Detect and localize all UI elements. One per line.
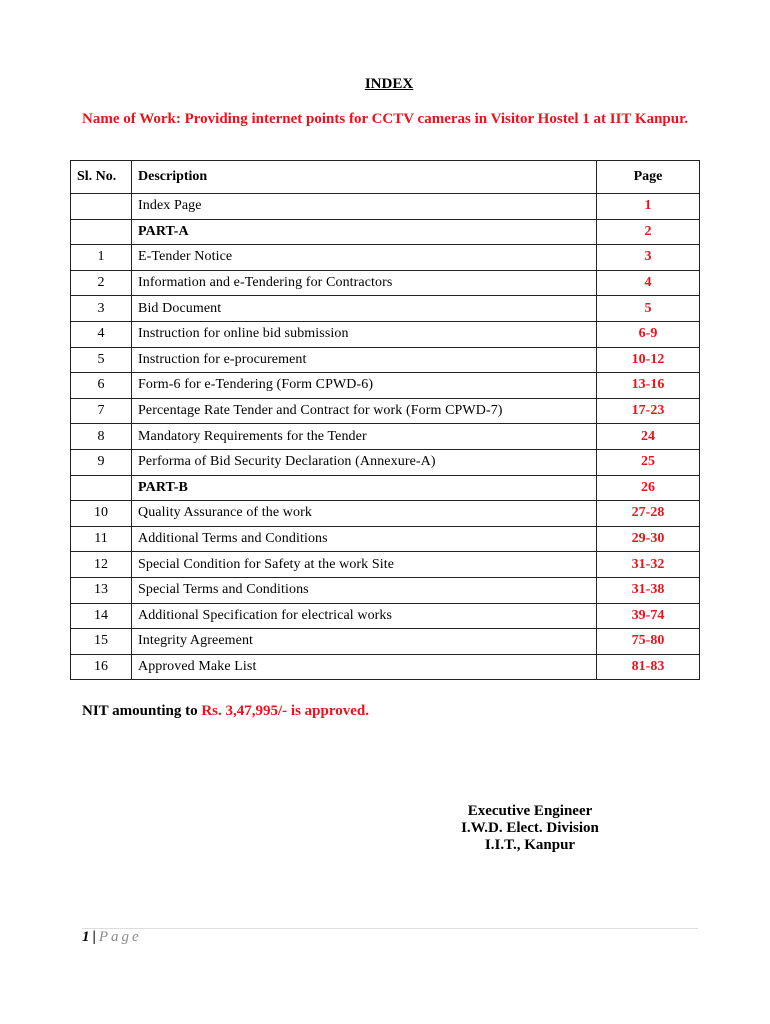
footer-divider — [82, 928, 698, 929]
row-page: 1 — [597, 194, 700, 220]
row-description: Information and e-Tendering for Contractors — [132, 270, 597, 296]
row-description: E-Tender Notice — [132, 245, 597, 271]
row-description: Percentage Rate Tender and Contract for work (Form CPWD-7) — [132, 398, 597, 424]
table-header-row — [71, 161, 700, 194]
table-row — [71, 270, 700, 296]
row-sl-no: 1 — [71, 245, 132, 271]
row-description: Special Condition for Safety at the work Site — [132, 552, 597, 578]
row-sl-no: 10 — [71, 501, 132, 527]
row-sl-no: 12 — [71, 552, 132, 578]
page-title: INDEX — [364, 76, 414, 92]
table-row — [71, 603, 700, 629]
row-description: Instruction for e-procurement — [132, 347, 597, 373]
header-page: Page — [597, 161, 700, 194]
row-sl-no: 11 — [71, 526, 132, 552]
row-sl-no: 14 — [71, 603, 132, 629]
row-sl-no: 13 — [71, 577, 132, 603]
index-table — [70, 160, 700, 680]
row-description: Special Terms and Conditions — [132, 577, 597, 603]
row-sl-no: 7 — [71, 398, 132, 424]
signature-division: I.W.D. Elect. Division — [461, 820, 599, 836]
nit-approval-line — [82, 703, 369, 720]
row-description: Integrity Agreement — [132, 629, 597, 655]
signature-designation: Executive Engineer — [467, 803, 593, 819]
page-footer — [82, 929, 142, 946]
table-row — [71, 449, 700, 475]
row-sl-no: 2 — [71, 270, 132, 296]
table-row — [71, 347, 700, 373]
row-description: Mandatory Requirements for the Tender — [132, 424, 597, 450]
row-description: Additional Specification for electrical works — [132, 603, 597, 629]
row-page: 75-80 — [597, 629, 700, 655]
table-row — [71, 629, 700, 655]
row-page: 17-23 — [597, 398, 700, 424]
part-heading: PART-A — [132, 219, 597, 245]
table-row — [71, 194, 700, 220]
table-row — [71, 245, 700, 271]
row-sl-no: 6 — [71, 373, 132, 399]
row-sl-no: 9 — [71, 449, 132, 475]
row-sl-no: 16 — [71, 654, 132, 680]
row-description: Performa of Bid Security Declaration (Annexure-A) — [132, 449, 597, 475]
row-page: 25 — [597, 449, 700, 475]
row-description: Index Page — [132, 194, 597, 220]
table-row — [71, 296, 700, 322]
nit-amount: Rs. 3,47,995/- is approved. — [201, 703, 370, 719]
row-sl-no — [71, 194, 132, 220]
header-sl-no: Sl. No. — [71, 161, 132, 194]
row-page: 5 — [597, 296, 700, 322]
row-page: 31-38 — [597, 577, 700, 603]
row-description: Approved Make List — [132, 654, 597, 680]
row-description: Additional Terms and Conditions — [132, 526, 597, 552]
row-sl-no — [71, 219, 132, 245]
row-page: 3 — [597, 245, 700, 271]
table-row — [71, 424, 700, 450]
table-body — [71, 194, 700, 680]
row-page: 13-16 — [597, 373, 700, 399]
table-row — [71, 219, 700, 245]
row-page: 31-32 — [597, 552, 700, 578]
table-row — [71, 526, 700, 552]
row-description: Bid Document — [132, 296, 597, 322]
name-of-work: Name of Work: Providing internet points for CCTV cameras in Visitor Hostel 1 at IIT Kanpur. — [82, 111, 689, 127]
row-sl-no: 4 — [71, 321, 132, 347]
nit-prefix: NIT amounting to — [82, 703, 202, 719]
row-description: Instruction for online bid submission — [132, 321, 597, 347]
row-page: 10-12 — [597, 347, 700, 373]
table-row — [71, 501, 700, 527]
row-description: Form-6 for e-Tendering (Form CPWD-6) — [132, 373, 597, 399]
table-row — [71, 654, 700, 680]
signature-block — [440, 803, 620, 854]
table-row — [71, 552, 700, 578]
part-heading: PART-B — [132, 475, 597, 501]
row-page: 26 — [597, 475, 700, 501]
row-page: 6-9 — [597, 321, 700, 347]
row-sl-no: 15 — [71, 629, 132, 655]
footer-page-word: Page — [98, 929, 142, 945]
row-page: 2 — [597, 219, 700, 245]
table-row — [71, 398, 700, 424]
row-description: Quality Assurance of the work — [132, 501, 597, 527]
table-row — [71, 475, 700, 501]
row-sl-no: 5 — [71, 347, 132, 373]
footer-page-number: 1 — [82, 929, 90, 945]
signature-institute: I.I.T., Kanpur — [484, 837, 576, 853]
row-page: 39-74 — [597, 603, 700, 629]
row-page: 81-83 — [597, 654, 700, 680]
row-sl-no — [71, 475, 132, 501]
row-page: 29-30 — [597, 526, 700, 552]
row-page: 4 — [597, 270, 700, 296]
row-page: 27-28 — [597, 501, 700, 527]
footer-separator: | — [92, 929, 96, 945]
row-sl-no: 8 — [71, 424, 132, 450]
header-description: Description — [132, 161, 597, 194]
table-row — [71, 373, 700, 399]
table-row — [71, 321, 700, 347]
table-row — [71, 577, 700, 603]
row-page: 24 — [597, 424, 700, 450]
row-sl-no: 3 — [71, 296, 132, 322]
